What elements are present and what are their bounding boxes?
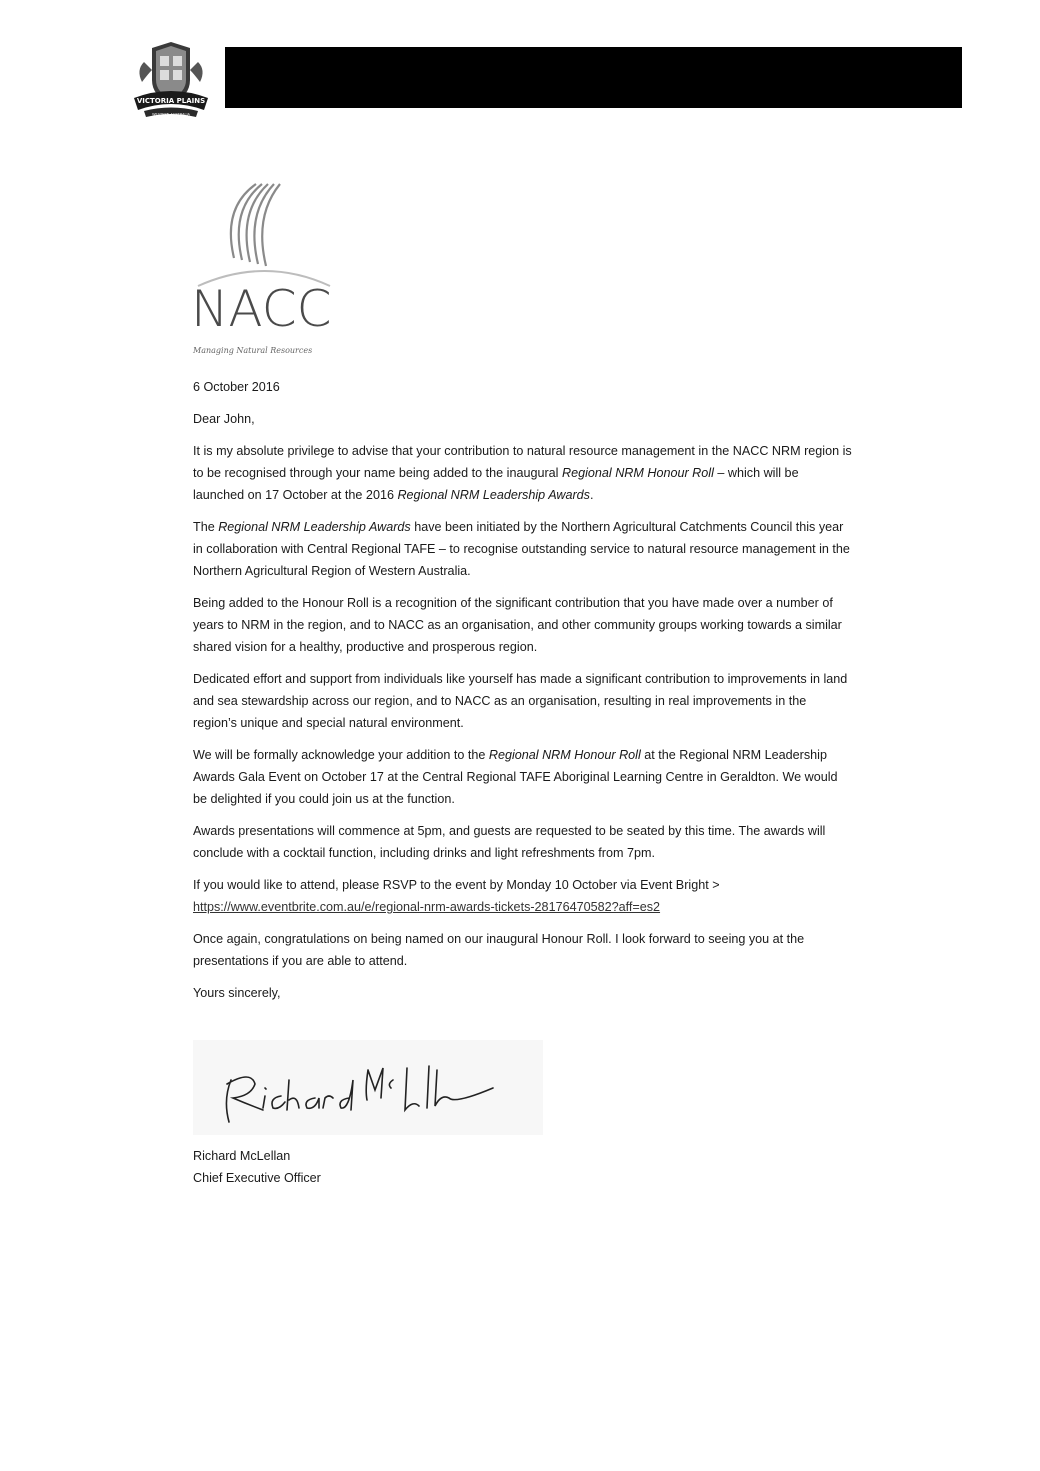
signer-title: Chief Executive Officer [193,1171,321,1185]
paragraph-7: If you would like to attend, please RSVP to the event by Monday 10 October via Event Bright > https://www.eventbrite.com.au/e/regional-nrm-awards-tickets-28176470582?aff=es2 [193,878,720,914]
salutation: Dear John, [193,412,255,426]
paragraph-8: Once again, congratulations on being named on our inaugural Honour Roll. I look forward to seeing you at the presentations if you are able to attend. [193,932,805,968]
signer-name: Richard McLellan [193,1149,291,1163]
nacc-swoosh-icon [190,178,340,288]
closing: Yours sincerely, [193,986,281,1000]
handwritten-signature-icon [193,1040,543,1135]
letter-date: 6 October 2016 [193,380,280,394]
paragraph-6: Awards presentations will commence at 5pm, and guests are requested to be seated by this time. The awards will conclude with a cocktail function, including drinks and light refreshments from 7pm. [193,824,826,860]
nacc-tagline: Managing Natural Resources [193,346,313,355]
header-bar [225,47,962,108]
paragraph-4: Dedicated effort and support from individuals like yourself has made a significant contribution to improvements in land and sea stewardship across our region, and to NACC as an organisation, resulting in real improvements in the region’s unique and special natural environment. [193,672,848,730]
letter-body [193,376,853,1014]
paragraph-5: We will be formally acknowledge your addition to the Regional NRM Honour Roll at the Regional NRM Leadership Awards Gala Event on October 17 at the Central Regional TAFE Aboriginal Learning Centre in Geraldton. We would be delighted if you could join us at the function. [193,748,838,806]
crest-subtext: WESTERN AUSTRALIA [152,112,190,117]
event-link[interactable]: https://www.eventbrite.com.au/e/regional-nrm-awards-tickets-28176470582?aff=es2 [193,900,661,914]
crest-text: VICTORIA PLAINS [136,97,206,105]
nacc-wordmark: NACC [191,280,332,338]
paragraph-2: The Regional NRM Leadership Awards have been initiated by the Northern Agricultural Catchments Council this year in collaboration with Central Regional TAFE – to recognise outstanding service to natural resource management in the Northern Agricultural Region of Western Australia. [193,520,850,578]
nacc-logo [190,178,340,358]
paragraph-1: It is my absolute privilege to advise that your contribution to natural resource management in the NACC NRM region is to be recognised through your name being added to the inaugural Regional NRM Honour Roll – which will be launched on 17 October at the 2016 Regional NRM Leadership Awards. [193,444,852,502]
paragraph-3: Being added to the Honour Roll is a recognition of the significant contribution that you have made over a number of years to NRM in the region, and to NACC as an organisation, and other community groups working towards a similar shared vision for a healthy, productive and prosperous region. [193,596,842,654]
signoff [193,1145,321,1189]
victoria-plains-crest-icon [130,40,212,120]
